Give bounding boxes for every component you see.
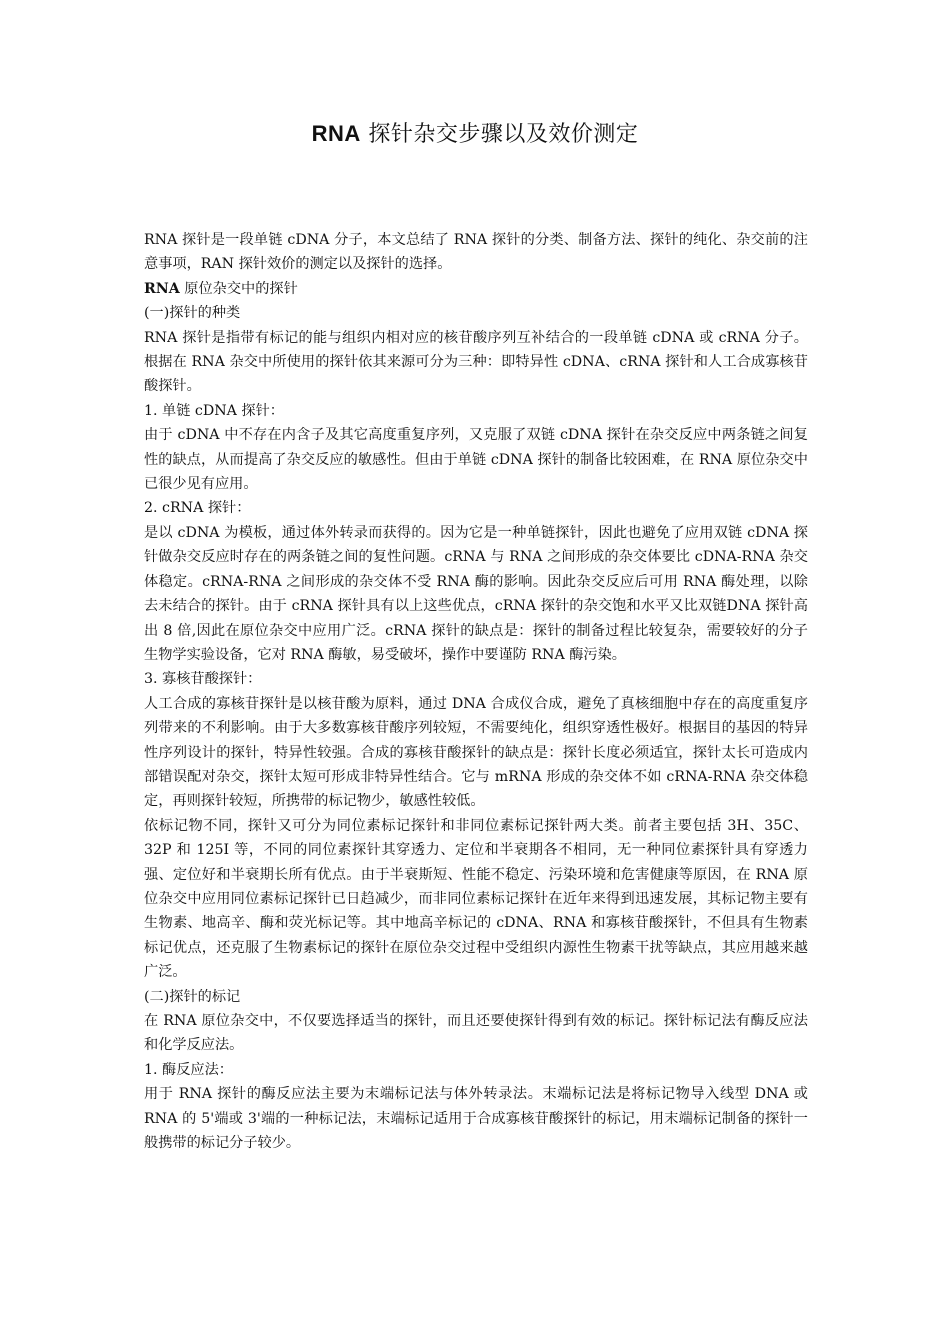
paragraph-intro: RNA 探针是一段单链 cDNA 分子，本文总结了 RNA 探针的分类、制备方法、探针的纯化、杂交前的注意事项，RAN 探针效价的测定以及探针的选择。 xyxy=(144,232,808,273)
item-heading-enzyme: 1. 酶反应法： xyxy=(144,1061,233,1078)
item-heading-oligo: 3. 寡核苷酸探针： xyxy=(144,671,262,688)
paragraph-single-cdna: 由于 cDNA 中不存在内含子及其它高度重复序列，又克服了双链 cDNA 探针在杂交反应中两条链之间复性的缺点，从而提高了杂交反应的敏感性。但由于单链 cDNA 探针的制备比较困难，在 RNA 原位杂交中已很少见有应用。 xyxy=(144,427,808,493)
document-body xyxy=(144,228,808,1155)
paragraph-label-types: 依标记物不同，探针又可分为同位素标记探针和非同位素标记探针两大类。前者主要包括 3H、35C、32P 和 125I 等，不同的同位素探针其穿透力、定位和半衰期各不相同，无一种同位素探针具有穿透力强、定位好和半衰期长所有优点。由于半衰斯短、性能不稳定、污染环境和危害健康等原因，在 RNA 原位杂交中应用同位素标记探针已日趋减少，而非同位素标记探针在近年来得到迅速发展，其标记物主要有生物素、地高辛、酶和荧光标记等。其中地高辛标记的 cDNA、RNA 和寡核苷酸探针，不但具有生物素标记优点，还克服了生物素标记的探针在原位杂交过程中受组织内源性生物素干扰等缺点，其应用越来越广泛。 xyxy=(144,817,808,981)
subheading-probe-labeling: (二)探针的标记 xyxy=(144,988,241,1005)
paragraph-oligo: 人工合成的寡核苷探针是以核苷酸为原料，通过 DNA 合成仪合成，避免了真核细胞中存在的高度重复序列带来的不利影响。由于大多数寡核苷酸序列较短，不需要纯化，组织穿透性极好。根据目的基因的特异性序列设计的探针，特异性较强。合成的寡核苷酸探针的缺点是：探针长度必须适宜，探针太长可造成内部错误配对杂交，探针太短可形成非特异性结合。它与 mRNA 形成的杂交体不如 cRNA-RNA 杂交体稳定，再则探针较短，所携带的标记物少，敏感性较低。 xyxy=(144,695,808,810)
subheading-probe-types: (一)探针的种类 xyxy=(144,305,241,322)
item-heading-crna: 2. cRNA 探针： xyxy=(144,500,251,517)
heading-text: 原位杂交中的探针 xyxy=(184,280,298,297)
paragraph-labeling-methods: 在 RNA 原位杂交中，不仅要选择适当的探针，而且还要使探针得到有效的标记。探针标记法有酶反应法和化学反应法。 xyxy=(144,1013,808,1054)
item-heading-single-cdna: 1. 单链 cDNA 探针： xyxy=(144,402,284,419)
heading-latin: RNA xyxy=(144,280,180,297)
paragraph-probe-definition: RNA 探针是指带有标记的能与组织内相对应的核苷酸序列互补结合的一段单链 cDNA 或 cRNA 分子。根据在 RNA 杂交中所使用的探针依其来源可分为三种：即特异性 cDNA、cRNA 探针和人工合成寡核苷酸探针。 xyxy=(144,329,808,395)
title-cjk: 探针杂交步骤以及效价测定 xyxy=(368,122,639,147)
section-heading xyxy=(144,277,808,301)
paragraph-enzyme: 用于 RNA 探针的酶反应法主要为末端标记法与体外转录法。末端标记法是将标记物导入线型 DNA 或 RNA 的 5'端或 3'端的一种标记法，末端标记适用于合成寡核苷酸探针的标记，用末端标记制备的探针一般携带的标记分子较少。 xyxy=(144,1086,808,1152)
title-latin: RNA xyxy=(311,121,361,146)
paragraph-crna: 是以 cDNA 为模板，通过体外转录而获得的。因为它是一种单链探针，因此也避免了应用双链 cDNA 探针做杂交反应时存在的两条链之间的复性问题。cRNA 与 RNA 之间形成的杂交体要比 cDNA-RNA 杂交体稳定。cRNA-RNA 之间形成的杂交体不受 RNA 酶的影响。因此杂交反应后可用 RNA 酶处理，以除去未结合的探针。由于 cRNA 探针具有以上这些优点，cRNA 探针的杂交饱和水平又比双链DNA 探针高出 8 倍,因此在原位杂交中应用广泛。cRNA 探针的缺点是：探针的制备过程比较复杂，需要较好的分子生物学实验设备，它对 RNA 酶敏，易受破坏，操作中要谨防 RNA 酶污染。 xyxy=(144,524,808,663)
page-title xyxy=(0,118,950,151)
